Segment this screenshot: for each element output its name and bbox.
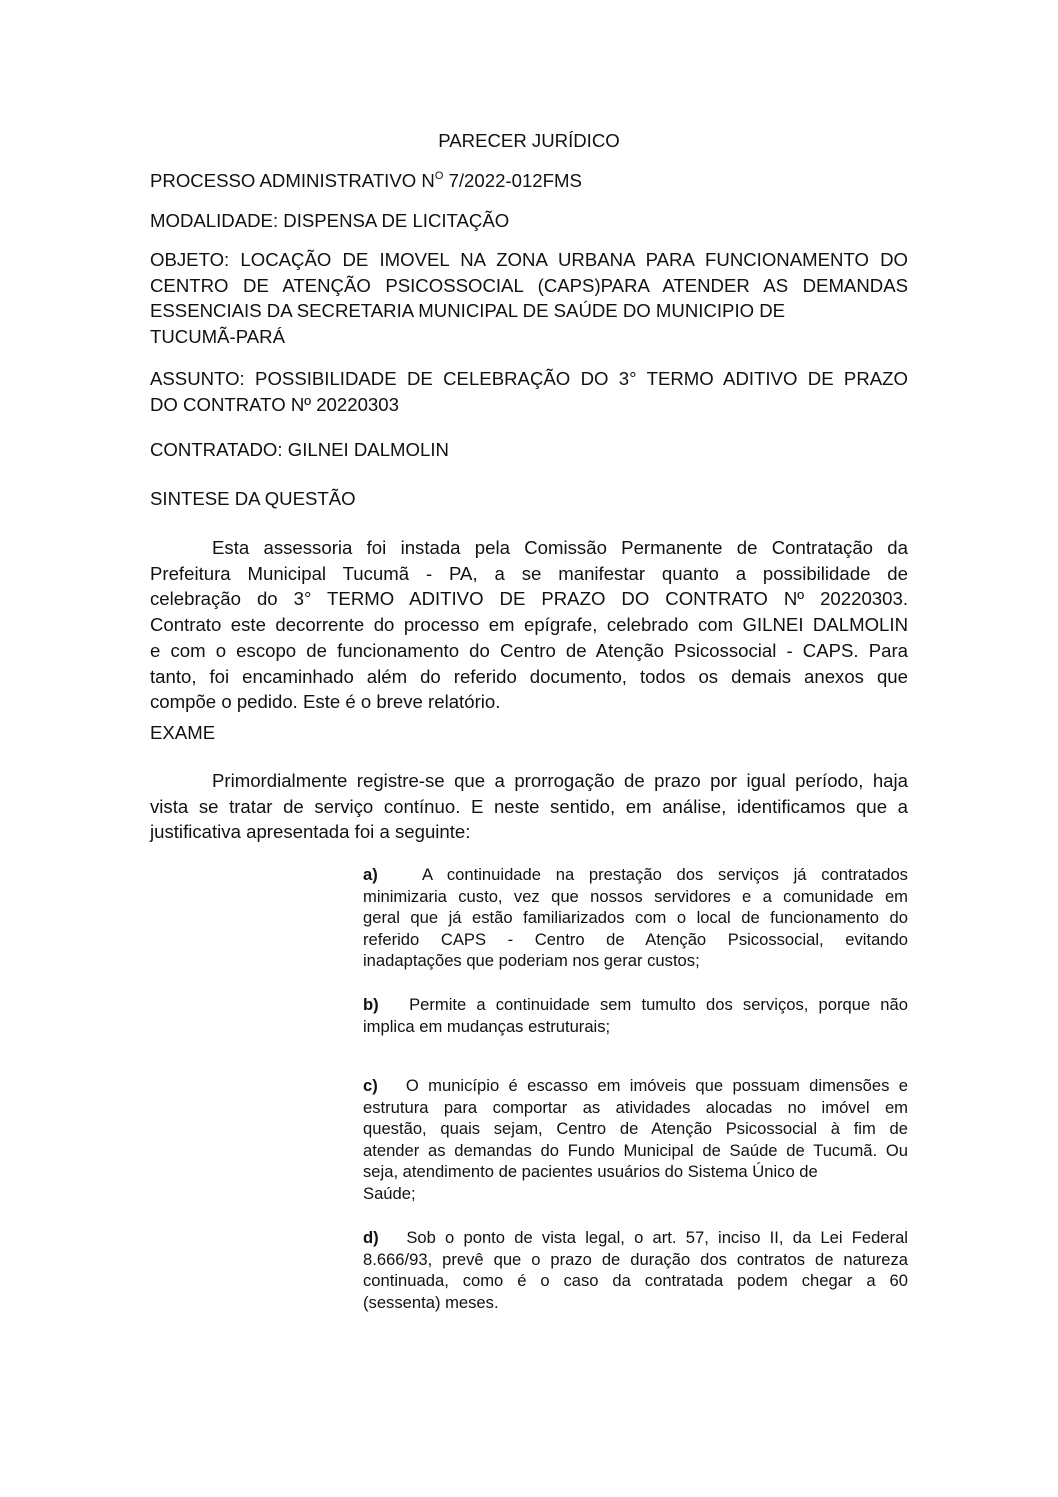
sintese-paragraph [150,535,908,715]
exame-paragraph [150,768,908,845]
processo-superscript: O [434,170,444,182]
item-line: A continuidade na prestação dos serviços já contratados [421,865,908,884]
item-line: atender as demandas do Fundo Municipal de Saúde de Tucumã. Ou [363,1140,908,1160]
modalidade-line: MODALIDADE: DISPENSA DE LICITAÇÃO [150,210,510,231]
item-line: estrutura para comportar as atividades alocadas no imóvel em [363,1097,908,1117]
sintese-heading: SINTESE DA QUESTÃO [150,488,356,509]
item-d [363,1227,908,1313]
objeto-line: CENTRO DE ATENÇÃO PSICOSSOCIAL (CAPS)PARA ATENDER AS DEMANDAS [150,274,908,296]
objeto-block [150,247,908,350]
item-line: continuada, como é o caso da contratada podem chegar a 60 [363,1271,908,1291]
objeto-line: OBJETO: LOCAÇÃO DE IMOVEL NA ZONA URBANA PARA FUNCIONAMENTO DO [150,249,908,270]
processo-number: 7/2022-012FMS [443,170,582,191]
sintese-line: e com o escopo de funcionamento do Centro de Atenção Psicossocial - CAPS. Para [150,639,908,661]
item-label: c) [363,1076,378,1095]
sintese-line: Prefeitura Municipal Tucumã - PA, a se manifestar quanto a possibilidade de [150,562,908,584]
objeto-line: ESSENCIAIS DA SECRETARIA MUNICIPAL DE SAÚDE DO MUNICIPIO DE [150,300,786,322]
item-label: d) [363,1228,379,1247]
item-line: referido CAPS - Centro de Atenção Psicossocial, evitando [363,929,908,949]
item-label: a) [363,865,378,884]
processo-line [150,168,582,194]
item-line: geral que já estão familiarizados com o local de funcionamento do [363,908,908,928]
sintese-line: Esta assessoria foi instada pela Comissão Permanente de Contratação da [212,537,908,558]
exame-line: Primordialmente registre-se que a prorrogação de prazo por igual período, haja [212,770,908,791]
item-c [363,1075,908,1205]
item-line: O município é escasso em imóveis que possuam dimensões e [405,1076,908,1095]
item-line: Sob o ponto de vista legal, o art. 57, inciso II, da Lei Federal [406,1228,908,1247]
assunto-line: ASSUNTO: POSSIBILIDADE DE CELEBRAÇÃO DO 3° TERMO ADITIVO DE PRAZO [150,368,908,389]
assunto-line: DO CONTRATO Nº 20220303 [150,393,399,415]
exame-line: vista se tratar de serviço contínuo. E neste sentido, em análise, identificamos que a [150,795,908,817]
item-line: 8.666/93, prevê que o prazo de duração dos contratos de natureza [363,1249,908,1269]
item-line: seja, atendimento de pacientes usuários do Sistema Único de [363,1162,818,1182]
item-line: (sessenta) meses. [363,1292,499,1312]
sintese-line: Contrato este decorrente do processo em epígrafe, celebrado com GILNEI DALMOLIN [150,614,908,636]
objeto-line: TUCUMÃ-PARÁ [150,326,285,348]
sintese-line: tanto, foi encaminhado além do referido documento, todos os demais anexos que [150,665,908,687]
item-label: b) [363,995,379,1014]
sintese-line: compõe o pedido. Este é o breve relatório. [150,691,501,713]
item-line: inadaptações que poderiam nos gerar custos; [363,951,700,971]
item-line: Permite a continuidade sem tumulto dos serviços, porque não [409,995,908,1014]
exame-line: justificativa apresentada foi a seguinte: [150,821,471,843]
contratado-line: CONTRATADO: GILNEI DALMOLIN [150,439,449,460]
item-b [363,994,908,1037]
exame-heading: EXAME [150,722,216,743]
item-line: minimizaria custo, vez que nossos servidores e a comunidade em [363,886,908,906]
item-line: implica em mudanças estruturais; [363,1016,611,1036]
item-line: questão, quais sejam, Centro de Atenção Psicossocial à fim de [363,1119,908,1139]
item-line: Saúde; [363,1183,416,1203]
item-a [363,864,908,972]
sintese-line: celebração do 3° TERMO ADITIVO DE PRAZO DO CONTRATO Nº 20220303. [150,588,908,610]
assunto-block [150,366,908,417]
document-title: PARECER JURÍDICO [438,130,620,151]
processo-prefix: PROCESSO ADMINISTRATIVO N [150,170,435,191]
